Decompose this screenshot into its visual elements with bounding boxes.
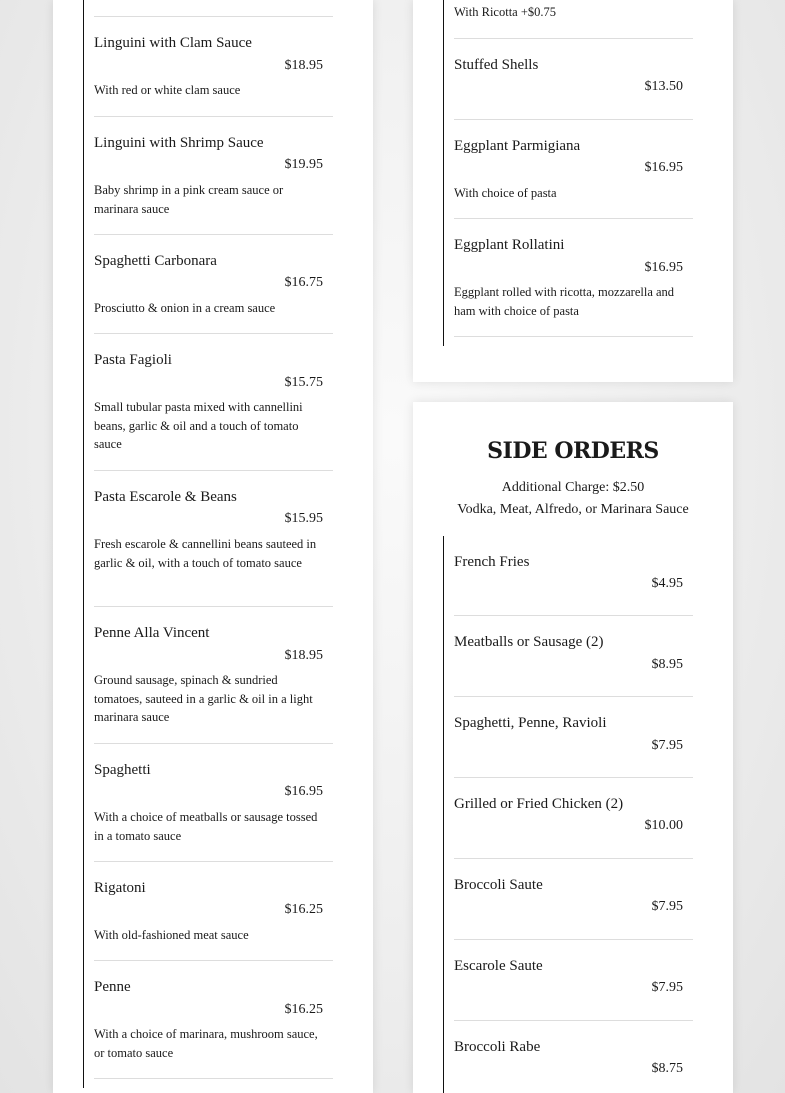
item-price: $19.95: [284, 157, 323, 172]
item-name: Stuffed Shells: [454, 57, 539, 73]
item-divider: [454, 858, 693, 859]
item-description: Eggplant rolled with ricotta, mozzarella and ham with choice of pasta: [454, 285, 675, 318]
item-price: $10.00: [644, 818, 683, 833]
item-description: Baby shrimp in a pink cream sauce or marinara sauce: [94, 183, 284, 216]
column-rule: [83, 0, 84, 1088]
item-divider: [94, 116, 333, 117]
item-divider: [94, 743, 333, 744]
item-price: $16.75: [284, 275, 323, 290]
column-rule: [443, 0, 444, 346]
section-subtitle: Vodka, Meat, Alfredo, or Marinara Sauce: [457, 502, 689, 517]
item-name: Eggplant Parmigiana: [454, 138, 581, 154]
item-name: Grilled or Fried Chicken (2): [454, 796, 624, 812]
item-description: With old-fashioned meat sauce: [94, 928, 249, 942]
item-divider: [454, 615, 693, 616]
item-price: $16.25: [284, 1002, 323, 1017]
item-description: With choice of pasta: [454, 186, 557, 200]
item-name: Linguini with Clam Sauce: [94, 35, 252, 51]
item-price: $8.95: [651, 657, 683, 672]
item-price: $16.25: [284, 902, 323, 917]
item-name: French Fries: [454, 554, 530, 570]
item-description: Prosciutto & onion in a cream sauce: [94, 301, 276, 315]
item-description: Fresh escarole & cannellini beans sauteed in garlic & oil, with a touch of tomato sauce: [94, 537, 317, 570]
item-divider: [454, 218, 693, 219]
item-divider: [454, 119, 693, 120]
item-divider: [454, 939, 693, 940]
item-description: Small tubular pasta mixed with cannellini beans, garlic & oil and a touch of tomato sauce: [94, 400, 303, 451]
item-price: $16.95: [644, 260, 683, 275]
column-rule: [443, 536, 444, 1093]
item-name: Rigatoni: [94, 880, 146, 896]
item-name: Spaghetti, Penne, Ravioli: [454, 715, 607, 731]
item-name: Eggplant Rollatini: [454, 237, 565, 253]
item-description: With a choice of meatballs or sausage tossed in a tomato sauce: [94, 810, 318, 843]
section-title: SIDE ORDERS: [487, 438, 659, 464]
item-divider: [94, 606, 333, 607]
side-orders-panel: [413, 402, 733, 1093]
item-divider: [94, 470, 333, 471]
item-price: $16.95: [284, 784, 323, 799]
item-price: $16.95: [644, 160, 683, 175]
item-price: $8.75: [651, 1061, 683, 1076]
item-name: Escarole Saute: [454, 958, 543, 974]
item-name: Broccoli Rabe: [454, 1039, 541, 1055]
item-divider: [94, 16, 333, 17]
item-description: With Ricotta +$0.75: [454, 5, 557, 19]
section-subtitle: Additional Charge: $2.50: [501, 480, 645, 495]
item-name: Penne Alla Vincent: [94, 625, 210, 641]
item-divider: [94, 960, 333, 961]
item-divider: [94, 861, 333, 862]
item-price: $7.95: [651, 980, 683, 995]
item-name: Linguini with Shrimp Sauce: [94, 135, 264, 151]
item-divider: [454, 696, 693, 697]
item-name: Broccoli Saute: [454, 877, 543, 893]
item-price: $15.75: [284, 375, 323, 390]
item-divider: [94, 234, 333, 235]
item-name: Pasta Fagioli: [94, 352, 172, 368]
item-price: $18.95: [284, 648, 323, 663]
item-price: $4.95: [651, 576, 683, 591]
item-name: Pasta Escarole & Beans: [94, 489, 237, 505]
item-name: Spaghetti: [94, 762, 151, 778]
item-name: Spaghetti Carbonara: [94, 253, 217, 269]
item-divider: [454, 1020, 693, 1021]
item-description: With a choice of marinara, mushroom sauce, or tomato sauce: [94, 1027, 318, 1060]
item-price: $15.95: [284, 511, 323, 526]
item-description: Ground sausage, spinach & sundried tomatoes, sauteed in a garlic & oil in a light marinara sauce: [94, 673, 313, 724]
item-divider: [94, 1078, 333, 1079]
item-price: $18.95: [284, 58, 323, 73]
item-name: Meatballs or Sausage (2): [454, 634, 604, 650]
item-price: $7.95: [651, 738, 683, 753]
item-name: Penne: [94, 979, 131, 995]
entrees-menu-panel: [413, 0, 733, 382]
item-divider: [454, 777, 693, 778]
item-price: $13.50: [644, 79, 683, 94]
item-divider: [94, 333, 333, 334]
item-divider: [454, 336, 693, 337]
item-price: $7.95: [651, 899, 683, 914]
pasta-menu-panel: [53, 0, 373, 1093]
item-description: With red or white clam sauce: [94, 83, 241, 97]
item-divider: [454, 38, 693, 39]
